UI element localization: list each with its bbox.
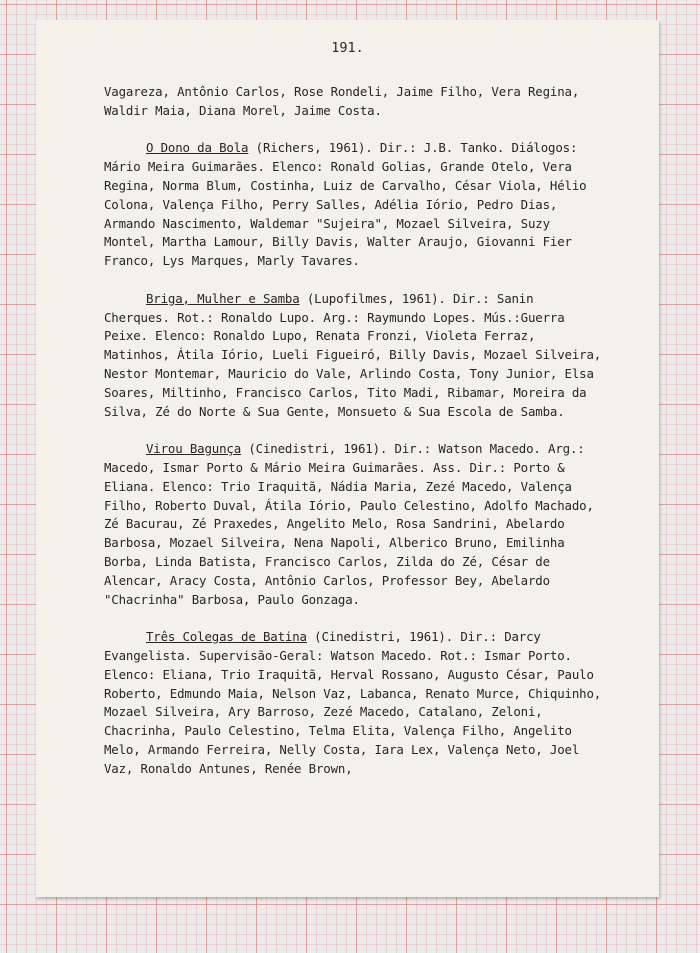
page-body	[104, 83, 604, 778]
film-credits: (Cinedistri, 1961). Dir.: Watson Macedo. Arg.: Macedo, Ismar Porto & Mário Meira Guimarães. Ass. Dir.: Porto & Eliana. Elenco: Trio Iraquitã, Nádia Maria, Zezé Macedo, Valença Filho, Roberto Duval, Átila Iório, Paulo Celestino, Adolfo Machado, Zé Bacurau, Zé Praxedes, Angelito Melo, Rosa Sandrini, Abelardo Barbosa, Mozael Silveira, Nena Napoli, Alberico Bruno, Emilinha Borba, Linda Batista, Francisco Carlos, Zilda do Zé, César de Alencar, Aracy Costa, Antônio Carlos, Professor Bey, Abelardo "Chacrinha" Barbosa, Paulo Gonzaga.	[104, 441, 594, 607]
film-credits: Vagareza, Antônio Carlos, Rose Rondeli, Jaime Filho, Vera Regina, Waldir Maia, Diana Morel, Jaime Costa.	[104, 84, 580, 118]
film-entry-virou-bagunca	[104, 440, 604, 609]
film-entry-o-dono-da-bola	[104, 139, 604, 271]
paragraph-cast-continued	[104, 83, 604, 121]
film-title: Três Colegas de Batina	[146, 629, 307, 645]
film-title: O Dono da Bola	[146, 140, 249, 156]
page-number: 191.	[331, 40, 364, 56]
film-title: Virou Bagunça	[146, 441, 242, 457]
film-credits: (Lupofilmes, 1961). Dir.: Sanin Cherques. Rot.: Ronaldo Lupo. Arg.: Raymundo Lopes. Mús.:Guerra Peixe. Elenco: Ronaldo Lupo, Renata Fronzi, Violeta Ferraz, Matinhos, Átila Iório, Lueli Figueiró, Billy Davis, Mozael Silveira, Nestor Montemar, Mauricio do Vale, Arlindo Costa, Tony Junior, Elsa Soares, Miltinho, Francisco Carlos, Tito Madi, Ribamar, Moreira da Silva, Zé do Norte & Sua Gente, Monsueto & Sua Escola de Samba.	[104, 290, 602, 419]
film-entry-tres-colegas-de-batina	[104, 628, 604, 778]
film-credits: (Richers, 1961). Dir.: J.B. Tanko. Diálogos: Mário Meira Guimarães. Elenco: Ronald Golias, Grande Otelo, Vera Regina, Norma Blum, Costinha, Luiz de Carvalho, César Viola, Hélio Colona, Valença Filho, Perry Salles, Adélia Iório, Pedro Dias, Armando Nascimento, Waldemar "Sujeira", Mozael Silveira, Suzy Montel, Martha Lamour, Billy Davis, Walter Araujo, Giovanni Fier Franco, Lys Marques, Marly Tavares.	[104, 140, 587, 269]
film-entry-briga-mulher-e-samba	[104, 290, 604, 422]
film-title: Briga, Mulher e Samba	[146, 290, 300, 306]
typewritten-page	[36, 20, 659, 897]
film-credits: (Cinedistri, 1961). Dir.: Darcy Evangelista. Supervisão-Geral: Watson Macedo. Rot.: Ismar Porto. Elenco: Eliana, Trio Iraquitã, Herval Rossano, Augusto César, Paulo Roberto, Edmundo Maia, Nelson Vaz, Labanca, Renato Murce, Chiquinho, Mozael Silveira, Ary Barroso, Zezé Macedo, Catalano, Zeloni, Chacrinha, Paulo Celestino, Telma Elita, Valença Filho, Angelito Melo, Armando Ferreira, Nelly Costa, Iara Lex, Valença Neto, Joel Vaz, Ronaldo Antunes, Renée Brown,	[104, 629, 602, 776]
